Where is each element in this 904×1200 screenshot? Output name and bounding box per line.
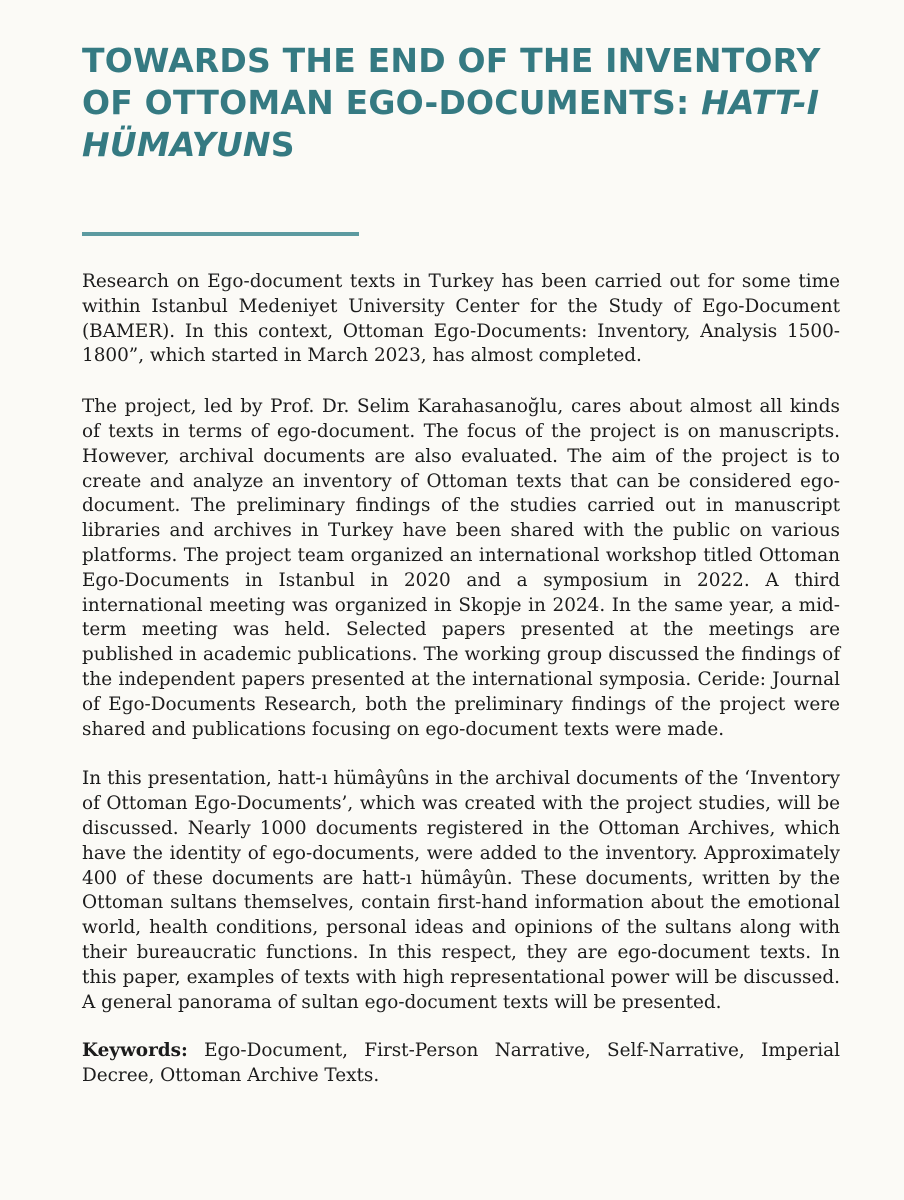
paragraph-presentation: In this presentation, hatt-ı hümâyûns in the archival documents of the ‘Inventory of Ottoman Ego-Documents’, which was created with the project studies, will be discussed. Nearly 1000 documents registered in the Ottoman Archives, which have the identity of ego-documents, were added to the inventory. Approximately 400 of these documents are hatt-ı hümâyûn. These documents, written by the Ottoman sultans themselves, contain first-hand information about the emotional world, health conditions, personal ideas and opinions of the sultans along with their bureaucratic functions. In this respect, they are ego-document texts. In this paper, examples of texts with high representational power will be discussed. A general panorama of sultan ego-document texts will be presented. <box>82 768 840 1013</box>
title-line-1: TOWARDS THE END OF THE INVENTORY <box>82 41 821 80</box>
title-line-3-plain: S <box>270 125 295 164</box>
keywords-label: Keywords: <box>82 1040 188 1062</box>
abstract-page <box>82 40 840 1089</box>
title-line-2-plain: OF OTTOMAN EGO-DOCUMENTS: <box>82 83 702 122</box>
title-line-2-italic: HATT-I <box>701 83 820 122</box>
page-title <box>82 40 840 166</box>
title-line-3-italic: HÜMAYUN <box>82 125 271 164</box>
paragraph-project: The project, led by Prof. Dr. Selim Karahasanoğlu, cares about almost all kinds of texts in terms of ego-document. The focus of the project is on manuscripts. However, archival documents are also evaluated. The aim of the project is to create and analyze an inventory of Ottoman texts that can be considered ego-document. The preliminary findings of the studies carried out in manuscript libraries and archives in Turkey have been shared with the public on various platforms. The project team organized an international workshop titled Ottoman Ego-Documents in Istanbul in 2020 and a symposium in 2022. A third international meeting was organized in Skopje in 2024. In the same year, a mid-term meeting was held. Selected papers presented at the meetings are published in academic publications. The working group discussed the findings of the independent papers presented at the international symposia. Ceride: Journal of Ego-Documents Research, both the preliminary findings of the project were shared and publications focusing on ego-document texts were made. <box>82 396 840 740</box>
paragraph-intro: Research on Ego-document texts in Turkey has been carried out for some time within Istanbul Medeniyet University Center for the Study of Ego-Document (BAMER). In this context, Ottoman Ego-Documents: Inventory, Analysis 1500-1800”, which started in March 2023, has almost completed. <box>82 271 840 367</box>
keywords-text: Ego-Document, First-Person Narrative, Self-Narrative, Imperial Decree, Ottoman Archive Texts. <box>82 1040 840 1087</box>
title-divider <box>82 232 359 236</box>
keywords <box>82 1039 840 1089</box>
